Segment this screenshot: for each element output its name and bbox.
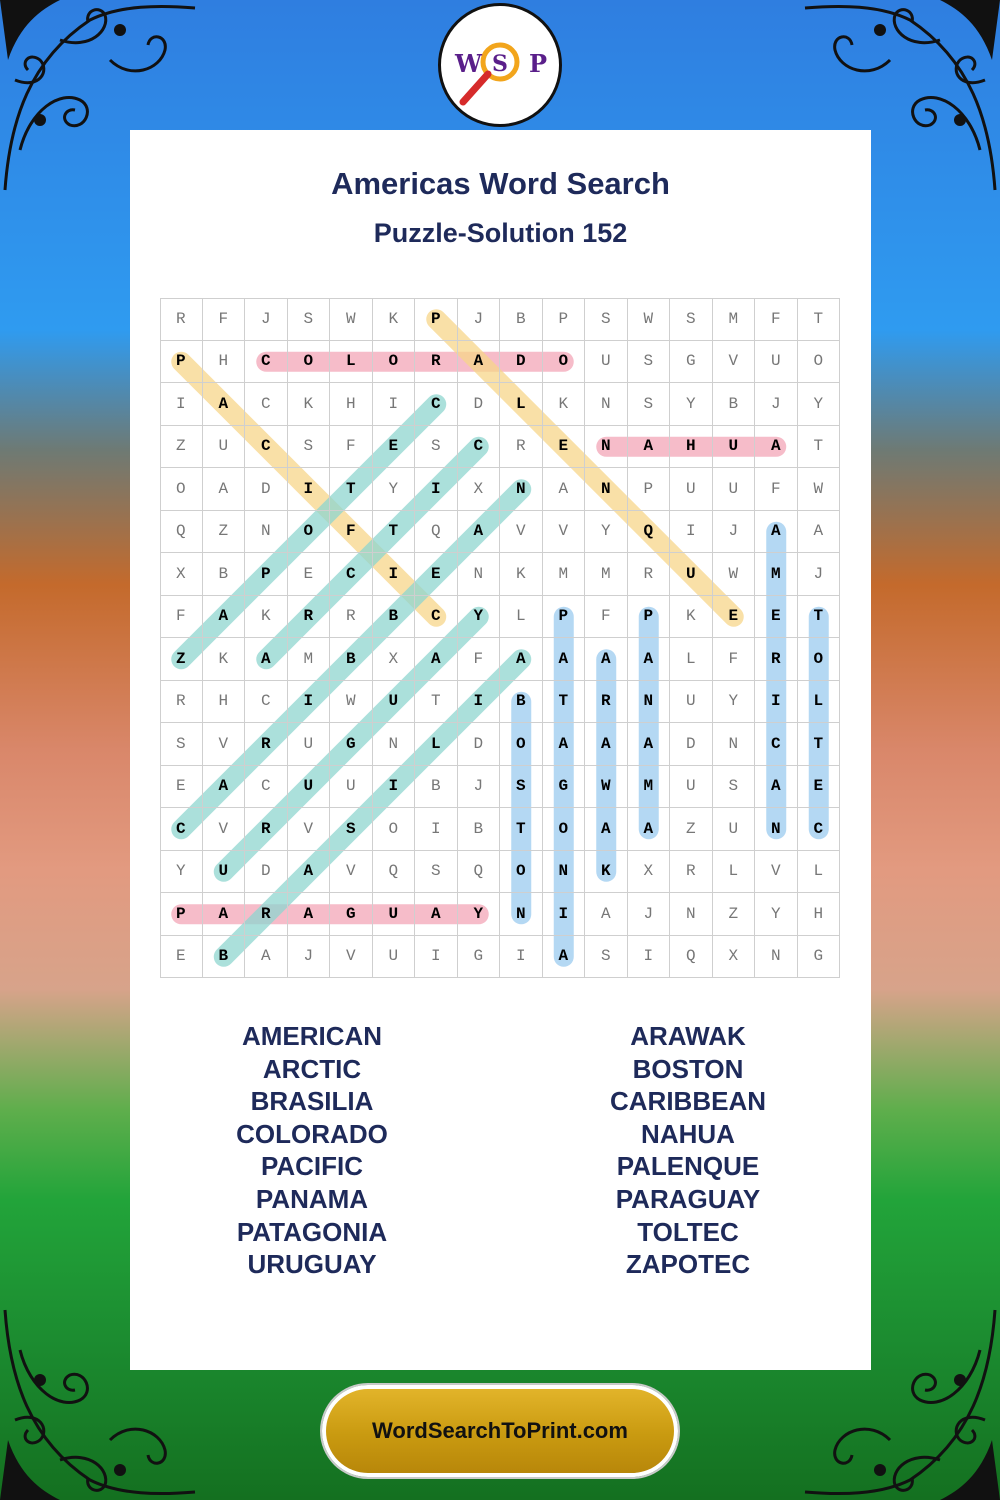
grid-cell[interactable]: A: [288, 851, 331, 894]
grid-cell[interactable]: C: [330, 553, 373, 596]
grid-cell[interactable]: S: [628, 341, 671, 384]
grid-cell[interactable]: R: [160, 298, 203, 341]
grid-cell[interactable]: J: [628, 893, 671, 936]
grid-cell[interactable]: F: [160, 596, 203, 639]
website-link-button[interactable]: WordSearchToPrint.com: [322, 1385, 678, 1477]
grid-cell[interactable]: S: [415, 851, 458, 894]
grid-cell[interactable]: I: [373, 553, 416, 596]
letter-grid: [160, 298, 840, 978]
grid-cell[interactable]: I: [500, 936, 543, 979]
grid-cell[interactable]: X: [713, 936, 756, 979]
grid-cell[interactable]: V: [203, 808, 246, 851]
grid-cell[interactable]: V: [330, 936, 373, 979]
grid-cell[interactable]: F: [203, 298, 246, 341]
grid-cell[interactable]: U: [330, 766, 373, 809]
grid-cell[interactable]: A: [203, 893, 246, 936]
grid-cell[interactable]: V: [203, 723, 246, 766]
grid-cell[interactable]: I: [670, 511, 713, 554]
word-list-item: PACIFIC: [260, 1151, 364, 1182]
grid-cell[interactable]: U: [585, 341, 628, 384]
grid-cell[interactable]: S: [670, 298, 713, 341]
grid-cell[interactable]: O: [500, 723, 543, 766]
word-list-item: AMERICAN: [241, 1021, 383, 1051]
grid-cell[interactable]: N: [373, 723, 416, 766]
grid-cell[interactable]: P: [628, 596, 671, 639]
grid-cell[interactable]: I: [415, 936, 458, 979]
grid-cell[interactable]: K: [245, 596, 288, 639]
grid-cell[interactable]: S: [628, 383, 671, 426]
grid-cell[interactable]: Y: [458, 893, 501, 936]
grid-cell[interactable]: N: [543, 851, 586, 894]
grid-cell[interactable]: H: [798, 893, 841, 936]
grid-cell[interactable]: N: [500, 893, 543, 936]
grid-cell[interactable]: U: [670, 681, 713, 724]
grid-cell[interactable]: I: [415, 468, 458, 511]
grid-cell[interactable]: A: [755, 426, 798, 469]
logo-letter-p: P: [529, 49, 548, 78]
grid-cell[interactable]: K: [670, 596, 713, 639]
grid-cell[interactable]: M: [628, 766, 671, 809]
grid-cell[interactable]: V: [543, 511, 586, 554]
grid-cell[interactable]: A: [245, 936, 288, 979]
grid-cell[interactable]: D: [500, 341, 543, 384]
grid-cell[interactable]: C: [415, 596, 458, 639]
grid-cell[interactable]: R: [415, 341, 458, 384]
grid-cell[interactable]: E: [288, 553, 331, 596]
page-subtitle: Puzzle-Solution 152: [373, 218, 628, 248]
grid-cell[interactable]: R: [245, 808, 288, 851]
grid-cell[interactable]: F: [330, 511, 373, 554]
grid-cell[interactable]: O: [288, 341, 331, 384]
grid-cell[interactable]: R: [755, 638, 798, 681]
grid-cell[interactable]: S: [288, 426, 331, 469]
grid-cell[interactable]: K: [585, 851, 628, 894]
grid-cell[interactable]: W: [798, 468, 841, 511]
grid-cell[interactable]: J: [245, 298, 288, 341]
grid-cell[interactable]: Z: [203, 511, 246, 554]
grid-cell[interactable]: X: [160, 553, 203, 596]
magnifier-icon: [441, 6, 559, 124]
grid-cell[interactable]: L: [500, 383, 543, 426]
grid-cell[interactable]: E: [543, 426, 586, 469]
grid-cell[interactable]: T: [798, 723, 841, 766]
grid-cell[interactable]: W: [713, 553, 756, 596]
grid-cell[interactable]: N: [245, 511, 288, 554]
grid-cell[interactable]: A: [203, 766, 246, 809]
grid-cell[interactable]: T: [798, 426, 841, 469]
word-search-grid: [160, 298, 840, 978]
grid-cell[interactable]: J: [713, 511, 756, 554]
grid-cell[interactable]: Y: [798, 383, 841, 426]
grid-cell[interactable]: B: [713, 383, 756, 426]
grid-cell[interactable]: P: [628, 468, 671, 511]
grid-cell[interactable]: E: [415, 553, 458, 596]
grid-cell[interactable]: S: [585, 936, 628, 979]
grid-cell[interactable]: S: [330, 808, 373, 851]
grid-cell[interactable]: G: [670, 341, 713, 384]
grid-cell[interactable]: O: [373, 808, 416, 851]
grid-cell[interactable]: Q: [373, 851, 416, 894]
grid-cell[interactable]: Y: [373, 468, 416, 511]
grid-cell[interactable]: R: [330, 596, 373, 639]
grid-cell[interactable]: Q: [628, 511, 671, 554]
word-list-left: [122, 1020, 502, 1281]
grid-cell[interactable]: J: [755, 383, 798, 426]
grid-cell[interactable]: U: [713, 808, 756, 851]
grid-cell[interactable]: J: [458, 298, 501, 341]
grid-cell[interactable]: M: [585, 553, 628, 596]
grid-cell[interactable]: L: [415, 723, 458, 766]
word-list-item: PANAMA: [255, 1183, 369, 1214]
grid-cell[interactable]: T: [330, 468, 373, 511]
grid-cell[interactable]: O: [160, 468, 203, 511]
grid-cell[interactable]: R: [288, 596, 331, 639]
grid-cell[interactable]: G: [458, 936, 501, 979]
grid-cell[interactable]: D: [245, 851, 288, 894]
grid-cell[interactable]: A: [500, 638, 543, 681]
grid-cell[interactable]: L: [798, 851, 841, 894]
grid-cell[interactable]: V: [755, 851, 798, 894]
grid-cell[interactable]: E: [160, 936, 203, 979]
grid-cell[interactable]: N: [500, 468, 543, 511]
grid-cell[interactable]: Z: [713, 893, 756, 936]
grid-cell[interactable]: R: [585, 681, 628, 724]
grid-cell[interactable]: U: [670, 468, 713, 511]
grid-cell[interactable]: E: [755, 596, 798, 639]
grid-cell[interactable]: M: [755, 553, 798, 596]
word-list-item: URUGUAY: [247, 1249, 377, 1280]
grid-cell[interactable]: A: [245, 638, 288, 681]
grid-cell[interactable]: U: [670, 553, 713, 596]
grid-cell[interactable]: A: [415, 893, 458, 936]
grid-cell[interactable]: J: [798, 553, 841, 596]
grid-cell[interactable]: S: [500, 766, 543, 809]
grid-cell[interactable]: I: [458, 681, 501, 724]
grid-cell[interactable]: W: [585, 766, 628, 809]
word-list-item: COLORADO: [236, 1118, 388, 1149]
grid-cell[interactable]: B: [500, 681, 543, 724]
grid-cell[interactable]: T: [798, 298, 841, 341]
grid-cell[interactable]: I: [373, 766, 416, 809]
word-list-item: TOLTEC: [637, 1216, 739, 1247]
grid-cell[interactable]: W: [330, 298, 373, 341]
grid-cell[interactable]: S: [713, 766, 756, 809]
grid-cell[interactable]: V: [330, 851, 373, 894]
grid-cell[interactable]: S: [415, 426, 458, 469]
grid-cell[interactable]: L: [670, 638, 713, 681]
grid-cell[interactable]: F: [585, 596, 628, 639]
grid-cell[interactable]: O: [798, 341, 841, 384]
grid-cell[interactable]: Q: [670, 936, 713, 979]
grid-cell[interactable]: N: [585, 426, 628, 469]
grid-cell[interactable]: C: [755, 723, 798, 766]
grid-cell[interactable]: U: [288, 766, 331, 809]
grid-cell[interactable]: U: [203, 851, 246, 894]
grid-cell[interactable]: U: [755, 341, 798, 384]
grid-cell[interactable]: U: [203, 426, 246, 469]
grid-cell[interactable]: I: [160, 383, 203, 426]
grid-cell[interactable]: U: [373, 681, 416, 724]
grid-cell[interactable]: W: [628, 298, 671, 341]
grid-cell[interactable]: C: [798, 808, 841, 851]
grid-cell[interactable]: K: [500, 553, 543, 596]
grid-cell[interactable]: O: [500, 851, 543, 894]
grid-cell[interactable]: A: [585, 723, 628, 766]
grid-cell[interactable]: R: [245, 723, 288, 766]
grid-cell[interactable]: A: [628, 426, 671, 469]
grid-cell[interactable]: Y: [458, 596, 501, 639]
grid-cell[interactable]: I: [288, 681, 331, 724]
grid-cell[interactable]: M: [288, 638, 331, 681]
grid-cell[interactable]: A: [628, 723, 671, 766]
grid-cell[interactable]: N: [458, 553, 501, 596]
grid-cell[interactable]: N: [585, 468, 628, 511]
grid-cell[interactable]: U: [713, 468, 756, 511]
grid-cell[interactable]: A: [755, 511, 798, 554]
grid-cell[interactable]: M: [713, 298, 756, 341]
grid-cell[interactable]: F: [458, 638, 501, 681]
grid-cell[interactable]: A: [798, 511, 841, 554]
grid-cell[interactable]: A: [543, 468, 586, 511]
grid-cell[interactable]: N: [713, 723, 756, 766]
grid-cell[interactable]: G: [543, 766, 586, 809]
grid-cell[interactable]: Y: [755, 893, 798, 936]
grid-cell[interactable]: P: [543, 596, 586, 639]
grid-cell[interactable]: H: [330, 383, 373, 426]
grid-cell[interactable]: P: [245, 553, 288, 596]
grid-cell[interactable]: K: [203, 638, 246, 681]
grid-cell[interactable]: T: [373, 511, 416, 554]
logo-letter-w: W: [455, 49, 482, 78]
grid-cell[interactable]: C: [245, 383, 288, 426]
grid-cell[interactable]: E: [798, 766, 841, 809]
grid-cell[interactable]: S: [160, 723, 203, 766]
grid-cell[interactable]: F: [713, 638, 756, 681]
grid-cell[interactable]: E: [373, 426, 416, 469]
grid-cell[interactable]: Z: [160, 426, 203, 469]
grid-cell[interactable]: A: [415, 638, 458, 681]
grid-cell[interactable]: J: [288, 936, 331, 979]
grid-cell[interactable]: F: [755, 468, 798, 511]
grid-cell[interactable]: A: [203, 383, 246, 426]
grid-cell[interactable]: V: [288, 808, 331, 851]
grid-cell[interactable]: A: [543, 936, 586, 979]
grid-cell[interactable]: I: [373, 383, 416, 426]
grid-cell[interactable]: R: [160, 681, 203, 724]
grid-cell[interactable]: Z: [160, 638, 203, 681]
grid-cell[interactable]: A: [288, 893, 331, 936]
word-list-item: NAHUA: [641, 1118, 735, 1149]
grid-cell[interactable]: D: [670, 723, 713, 766]
grid-cell[interactable]: A: [458, 341, 501, 384]
grid-cell[interactable]: R: [245, 893, 288, 936]
grid-cell[interactable]: P: [160, 341, 203, 384]
grid-cell[interactable]: E: [713, 596, 756, 639]
grid-cell[interactable]: A: [458, 511, 501, 554]
grid-cell[interactable]: U: [373, 936, 416, 979]
grid-cell[interactable]: Y: [713, 681, 756, 724]
grid-cell[interactable]: C: [415, 383, 458, 426]
grid-cell[interactable]: P: [160, 893, 203, 936]
grid-cell[interactable]: U: [373, 893, 416, 936]
grid-cell[interactable]: T: [500, 808, 543, 851]
grid-cell[interactable]: K: [373, 298, 416, 341]
logo-letter-s: S: [492, 51, 508, 77]
grid-cell[interactable]: Z: [670, 808, 713, 851]
grid-cell[interactable]: V: [713, 341, 756, 384]
grid-cell[interactable]: X: [458, 468, 501, 511]
grid-cell[interactable]: Y: [160, 851, 203, 894]
grid-cell[interactable]: O: [288, 511, 331, 554]
grid-cell[interactable]: Y: [670, 383, 713, 426]
grid-cell[interactable]: N: [628, 681, 671, 724]
grid-cell[interactable]: U: [288, 723, 331, 766]
grid-cell[interactable]: O: [543, 341, 586, 384]
grid-cell[interactable]: M: [543, 553, 586, 596]
grid-cell[interactable]: R: [500, 426, 543, 469]
grid-cell[interactable]: V: [500, 511, 543, 554]
word-list-item: CARIBBEAN: [610, 1086, 766, 1117]
grid-cell[interactable]: L: [713, 851, 756, 894]
grid-cell[interactable]: H: [203, 681, 246, 724]
grid-cell[interactable]: A: [585, 808, 628, 851]
grid-cell[interactable]: S: [585, 298, 628, 341]
grid-cell[interactable]: D: [245, 468, 288, 511]
grid-cell[interactable]: L: [798, 681, 841, 724]
wsp-logo[interactable]: [438, 3, 562, 127]
grid-cell[interactable]: R: [670, 851, 713, 894]
word-list-item: PARAGUAY: [615, 1183, 761, 1214]
word-list-item: BOSTON: [632, 1053, 744, 1084]
grid-cell[interactable]: C: [458, 426, 501, 469]
grid-cell[interactable]: T: [798, 596, 841, 639]
grid-cell[interactable]: N: [670, 893, 713, 936]
grid-cell[interactable]: T: [415, 681, 458, 724]
word-list-item: ZAPOTEC: [625, 1249, 751, 1280]
grid-cell[interactable]: L: [500, 596, 543, 639]
grid-cell[interactable]: K: [288, 383, 331, 426]
grid-cell[interactable]: B: [373, 596, 416, 639]
grid-cell[interactable]: J: [458, 766, 501, 809]
grid-cell[interactable]: B: [203, 936, 246, 979]
grid-cell[interactable]: B: [203, 553, 246, 596]
grid-cell[interactable]: R: [628, 553, 671, 596]
grid-cell[interactable]: B: [458, 808, 501, 851]
grid-cell[interactable]: A: [585, 893, 628, 936]
word-list-right: [498, 1020, 878, 1281]
grid-cell[interactable]: A: [628, 808, 671, 851]
grid-cell[interactable]: O: [798, 638, 841, 681]
grid-cell[interactable]: T: [543, 681, 586, 724]
grid-cell[interactable]: N: [755, 936, 798, 979]
grid-cell[interactable]: A: [543, 723, 586, 766]
grid-cell[interactable]: Q: [160, 511, 203, 554]
grid-cell[interactable]: F: [330, 426, 373, 469]
grid-cell[interactable]: P: [543, 298, 586, 341]
grid-cell[interactable]: W: [330, 681, 373, 724]
grid-cell[interactable]: C: [245, 426, 288, 469]
grid-cell[interactable]: I: [628, 936, 671, 979]
grid-cell[interactable]: B: [500, 298, 543, 341]
grid-cell[interactable]: C: [245, 681, 288, 724]
grid-cell[interactable]: H: [670, 426, 713, 469]
grid-cell[interactable]: G: [330, 893, 373, 936]
grid-cell[interactable]: Y: [585, 511, 628, 554]
grid-cell[interactable]: D: [458, 723, 501, 766]
grid-cell[interactable]: S: [288, 298, 331, 341]
grid-cell[interactable]: I: [415, 808, 458, 851]
grid-cell[interactable]: L: [330, 341, 373, 384]
grid-cell[interactable]: C: [245, 766, 288, 809]
word-list-item: ARAWAK: [630, 1021, 746, 1051]
grid-cell[interactable]: N: [585, 383, 628, 426]
grid-cell[interactable]: D: [458, 383, 501, 426]
grid-cell[interactable]: I: [288, 468, 331, 511]
grid-cell[interactable]: K: [543, 383, 586, 426]
grid-cell[interactable]: O: [373, 341, 416, 384]
grid-cell[interactable]: A: [543, 638, 586, 681]
word-list-item: ARCTIC: [262, 1053, 362, 1084]
grid-cell[interactable]: Q: [415, 511, 458, 554]
grid-cell[interactable]: G: [798, 936, 841, 979]
grid-cell[interactable]: X: [373, 638, 416, 681]
grid-cell[interactable]: C: [245, 341, 288, 384]
word-list-item: PATAGONIA: [236, 1216, 388, 1247]
grid-cell[interactable]: O: [543, 808, 586, 851]
grid-cell[interactable]: A: [628, 638, 671, 681]
word-list-item: BRASILIA: [250, 1086, 374, 1117]
grid-cell[interactable]: A: [203, 596, 246, 639]
grid-cell[interactable]: E: [160, 766, 203, 809]
grid-cell[interactable]: C: [160, 808, 203, 851]
grid-cell[interactable]: I: [755, 681, 798, 724]
grid-cell[interactable]: H: [203, 341, 246, 384]
grid-cell[interactable]: B: [415, 766, 458, 809]
grid-cell[interactable]: N: [755, 808, 798, 851]
grid-cell[interactable]: X: [628, 851, 671, 894]
grid-cell[interactable]: U: [713, 426, 756, 469]
page-title: Americas Word Search: [331, 166, 670, 201]
word-list-item: PALENQUE: [616, 1151, 760, 1182]
grid-cell[interactable]: B: [330, 638, 373, 681]
grid-cell[interactable]: A: [755, 766, 798, 809]
grid-cell[interactable]: I: [543, 893, 586, 936]
grid-cell[interactable]: G: [330, 723, 373, 766]
grid-cell[interactable]: A: [585, 638, 628, 681]
grid-cell[interactable]: U: [670, 766, 713, 809]
grid-cell[interactable]: P: [415, 298, 458, 341]
grid-cell[interactable]: A: [203, 468, 246, 511]
grid-cell[interactable]: F: [755, 298, 798, 341]
grid-cell[interactable]: Q: [458, 851, 501, 894]
